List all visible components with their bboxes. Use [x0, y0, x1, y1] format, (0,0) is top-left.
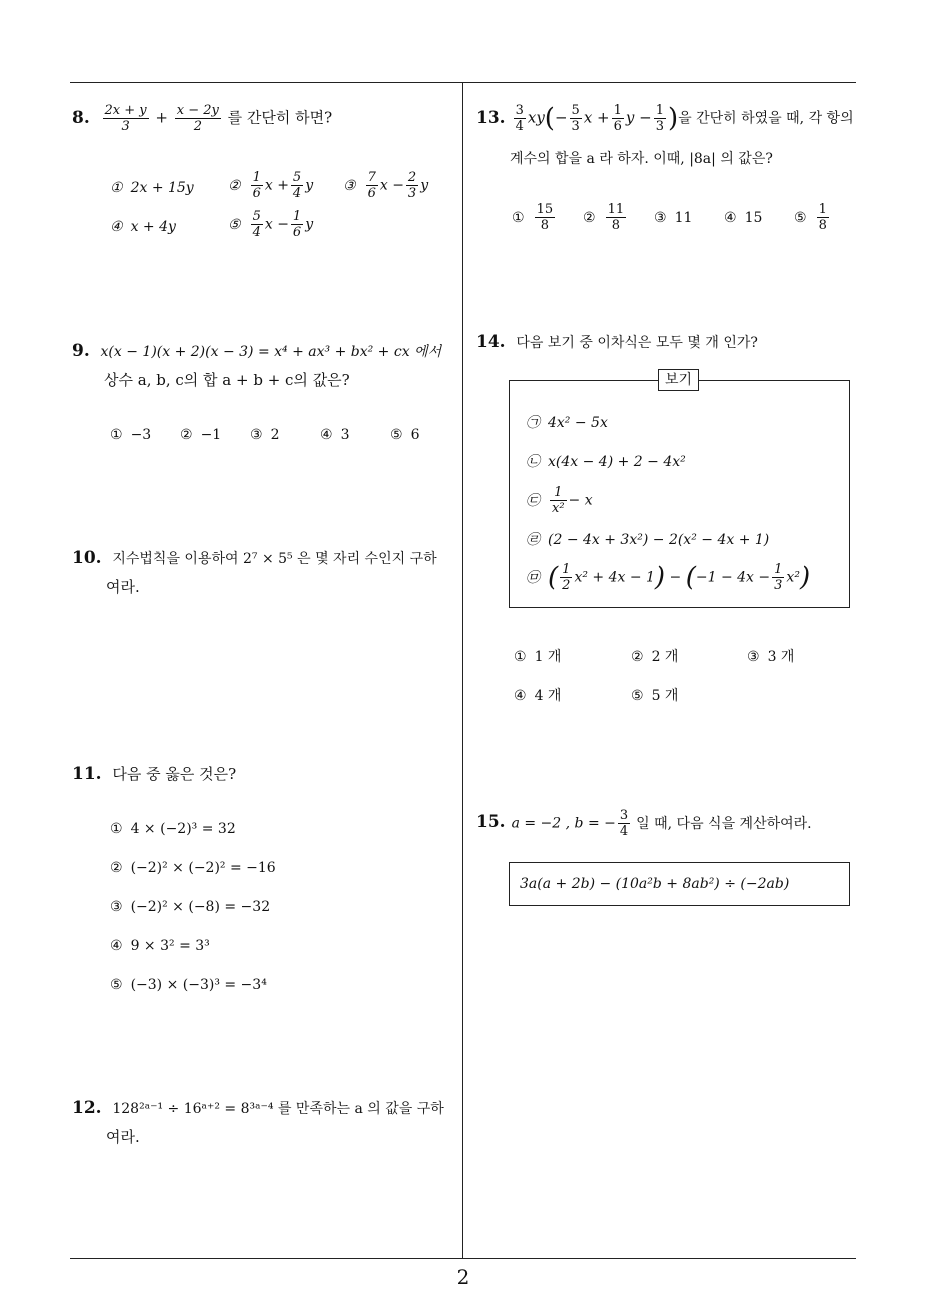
- question-number: 13.: [476, 107, 506, 128]
- choice-4[interactable]: ④ 9 × 3² = 3³: [110, 938, 210, 954]
- question-number: 8.: [72, 107, 90, 128]
- question-13-line2: [510, 145, 773, 173]
- choice-3[interactable]: ③ 3 개: [747, 649, 795, 665]
- question-text: 을 간단히 하였을 때, 각 항의: [678, 110, 854, 127]
- question-text: x(x − 1)(x + 2)(x − 3) = x⁴ + ax³ + bx² + cx 에서: [100, 344, 442, 360]
- choice-4[interactable]: ④ 3: [320, 427, 350, 443]
- choice-3[interactable]: ③ (−2)² × (−8) = −32: [110, 899, 271, 915]
- question-number: 15.: [476, 812, 506, 832]
- choice-1[interactable]: ① −3: [110, 427, 152, 443]
- question-text: 128²ᵃ⁻¹ ÷ 16ᵃ⁺² = 8³ᵃ⁻⁴ 를 만족하는 a 의 값을 구하: [112, 1101, 444, 1117]
- choice-1[interactable]: ① $\frac{15}{8}$: [512, 202, 554, 233]
- question-13: 13. $\frac{3}{4}$ xy(− $\frac{5}{3}$ x + $\frac{1}{6}$ y − $\frac{1}{3}$ )을 간단히 하였을 때, 각 항의: [476, 103, 854, 134]
- question-text: 여라.: [106, 1128, 140, 1146]
- choice-3[interactable]: ③ $\frac{7}{6}$ x − $\frac{2}{3}$ y: [343, 170, 429, 201]
- column-divider: [462, 82, 463, 1259]
- example-item-3: ㉢ $\frac{1}{\text{x²}}$ − x: [526, 485, 593, 516]
- choice-2[interactable]: ② $\frac{1}{6}$ x + $\frac{5}{4}$ y: [228, 170, 314, 201]
- choice-4[interactable]: ④ 4 개: [514, 688, 562, 704]
- question-text: 일 때, 다음 식을 계산하여라.: [636, 815, 812, 832]
- example-item-5: ㉤ ( $\frac{1}{2}$ x² + 4x − 1) − (−1 − 4x − $\frac{1}{3}$ x²): [526, 562, 811, 593]
- question-text: 여라.: [106, 578, 140, 596]
- fraction: $\frac{x - 2y}{2}$: [176, 103, 219, 134]
- question-10: [72, 544, 462, 601]
- question-12: [72, 1094, 462, 1151]
- choice-3[interactable]: ③ 2: [250, 427, 280, 443]
- choice-4[interactable]: ④ 15: [724, 210, 763, 226]
- question-number: 11.: [72, 764, 102, 784]
- choice-5[interactable]: ⑤ 6: [390, 427, 420, 443]
- fraction: $\frac{2x + y}{3}$: [104, 103, 147, 134]
- choice-4[interactable]: ④ x + 4y: [110, 219, 176, 235]
- question-number: 9.: [72, 341, 90, 361]
- question-14: [476, 328, 866, 357]
- choice-5[interactable]: ⑤ $\frac{5}{4}$ x − $\frac{1}{6}$ y: [228, 209, 314, 240]
- choice-2[interactable]: ② 2 개: [631, 649, 679, 665]
- question-15: 15. a = −2 , b = − $\frac{3}{4}$ 일 때, 다음 식을 계산하여라.: [476, 808, 812, 839]
- question-text: 다음 보기 중 이차식은 모두 몇 개 인가?: [516, 335, 758, 351]
- choice-2[interactable]: ② $\frac{11}{8}$: [583, 202, 625, 233]
- example-item-1: ㉠ 4x² − 5x: [526, 415, 608, 431]
- choice-1[interactable]: ① 1 개: [514, 649, 562, 665]
- choice-5[interactable]: ⑤ (−3) × (−3)³ = −3⁴: [110, 977, 267, 993]
- question-number: 14.: [476, 332, 506, 352]
- choice-1[interactable]: ① 4 × (−2)³ = 32: [110, 821, 236, 837]
- choice-5[interactable]: ⑤ 5 개: [631, 688, 679, 704]
- example-item-2: ㉡ x(4x − 4) + 2 − 4x²: [526, 454, 686, 470]
- question-number: 10.: [72, 548, 102, 568]
- question-text: 지수법칙을 이용하여 2⁷ × 5⁵ 은 몇 자리 수인지 구하: [112, 551, 437, 567]
- page-number: 2: [456, 1265, 470, 1289]
- example-box-label: 보기: [658, 369, 699, 391]
- choice-2[interactable]: ② (−2)² × (−2)² = −16: [110, 860, 276, 876]
- choice-3[interactable]: ③ 11: [654, 210, 693, 226]
- fraction: $\frac{3}{4}$: [515, 103, 524, 134]
- example-item-4: ㉣ (2 − 4x + 3x²) − 2(x² − 4x + 1): [526, 532, 770, 548]
- question-8: 8. $\frac{2x + y}{3}$ + $\frac{x - 2y}{2}$ 를 간단히 하면?: [72, 103, 333, 134]
- expression-text: 3a(a + 2b) − (10a²b + 8ab²) ÷ (−2ab): [520, 876, 790, 892]
- question-9: [72, 337, 457, 394]
- question-text: 상수 a, b, c의 합 a + b + c의 값은?: [104, 371, 350, 389]
- question-number: 12.: [72, 1098, 102, 1118]
- choice-1[interactable]: ① 2x + 15y: [110, 180, 194, 196]
- question-text: 계수의 합을 a 라 하자. 이때, |8a| 의 값은?: [510, 151, 773, 167]
- choice-2[interactable]: ② −1: [180, 427, 222, 443]
- top-rule: [70, 82, 856, 83]
- question-text: 다음 중 옳은 것은?: [112, 765, 237, 783]
- question-text: 를 간단히 하면?: [227, 108, 333, 127]
- choice-5[interactable]: ⑤ $\frac{1}{8}$: [794, 202, 827, 233]
- question-11: [72, 760, 457, 788]
- bottom-rule: [70, 1258, 856, 1259]
